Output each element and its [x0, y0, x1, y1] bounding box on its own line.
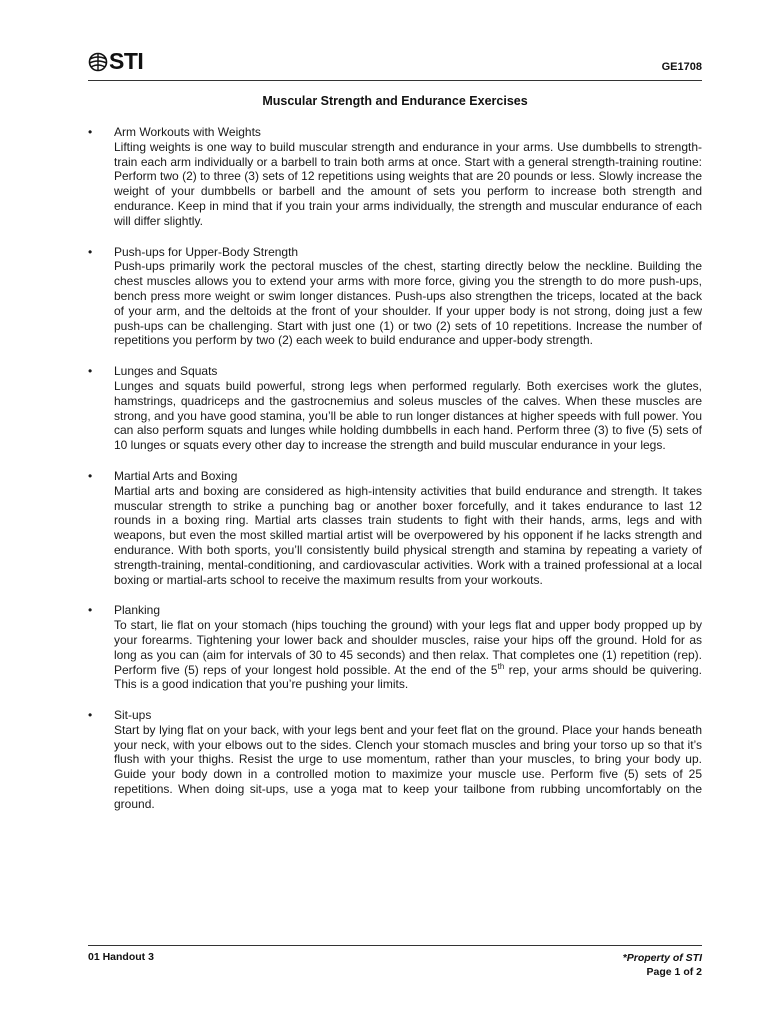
section-title: Push-ups for Upper-Body Strength: [114, 244, 299, 259]
bullet: •: [88, 708, 93, 723]
section-body: Lunges and squats build powerful, strong legs when performed regularly. Both exercises work the glutes, hamstrings, quadriceps and the gastrocnemius and soleus muscles of the calves. When these muscles are strong, and you have good stamina, you’ll be able to run longer distances at higher speeds with full power. You can also perform squats and lunges while holding dumbbells in each hand. Perform three (3) to five (5) sets of 10 lunges or squats every other day to increase the strength and build muscular endurance in your legs.: [114, 378, 702, 453]
section-body: [114, 618, 702, 692]
logo-text: STI: [109, 48, 144, 74]
section-title: Sit-ups: [114, 708, 152, 723]
bullet: •: [88, 468, 93, 483]
section-title: Arm Workouts with Weights: [114, 125, 261, 139]
section-body: Lifting weights is one way to build muscular strength and endurance in your arms. Use dumbbells to strength-train each arm individually or a barbell to train both arms at once. Start with a general strength-training routine: Perform two (2) to three (3) sets of 12 repetitions using weights that are 20 pounds or less. Slowly increase the weight of your dumbbells or barbell and the amount of sets you perform to increase both strength and endurance. Keep in mind that if you train your arms individually, the strength and muscular endurance of each will differ slightly.: [114, 139, 702, 228]
section-title: Martial Arts and Boxing: [114, 468, 238, 483]
section-body: Start by lying flat on your back, with your legs bent and your feet flat on the ground. Place your hands beneath your neck, with your elbows out to the sides. Clench your stomach muscles and bring your torso up so that it’s flush with your thighs. Resist the urge to use momentum, rather than your muscles, to bring your body up. Guide your body down in a controlled motion to maximize your muscle use. Perform five (5) sets of 25 repetitions. When doing sit-ups, use a yoga mat to keep your tailbone from rubbing uncomfortably on the ground.: [114, 722, 702, 811]
section-body: Push-ups primarily work the pectoral muscles of the chest, starting directly below the neckline. Building the chest muscles allows you to extend your arms with more force, giving you the strength to do more push-ups, bench press more weight or swim longer distances. Push-ups also strengthen the triceps, located at the back of your arm, and the deltoids at the front of your shoulder. If your upper body is not strong, doing just a few push-ups can be challenging. Start with just one (1) or two (2) sets of 10 repetitions. Increase the number of repetitions you perform by two (2) each week to build endurance and upper-body strength.: [114, 259, 702, 348]
body-text-before: To start, lie flat on your stomach (hips touching the ground) with your legs flat and upper body propped up by your forearms. Tightening your lower back and shoulder muscles, raise your hips off the ground. Hold for as long as you can (aim for intervals of 30 to 45 seconds) and then relax. That completes one (1) repetition (rep). Perform five (5) reps of your longest hold possible. At the end of the 5: [114, 618, 702, 677]
footer-divider: [88, 945, 702, 946]
body-text-after: rep, your arms should be quivering. This is a good indication that you’re pushing your limits.: [114, 662, 703, 692]
page-header: [88, 44, 702, 80]
bullet: •: [88, 364, 93, 379]
sti-logo: [88, 48, 143, 75]
header-divider: [88, 80, 702, 81]
section-planking: [88, 603, 702, 692]
section-push-ups: [88, 245, 702, 349]
ordinal-suffix: th: [497, 661, 505, 671]
section-title: Lunges and Squats: [114, 364, 218, 379]
section-lunges-squats: [88, 364, 702, 453]
bullet: •: [88, 244, 93, 259]
exercise-list: [88, 125, 702, 828]
section-arm-workouts: [88, 125, 702, 229]
section-sit-ups: [88, 708, 702, 812]
page-number: Page 1 of 2: [646, 966, 702, 978]
document-code: GE1708: [661, 61, 702, 73]
document-title: Muscular Strength and Endurance Exercises: [262, 94, 528, 108]
property-notice: *Property of STI: [622, 952, 702, 964]
footer-right: [623, 951, 702, 979]
section-body: Martial arts and boxing are considered as high-intensity activities that build endurance and strength. It takes muscular strength to strike a punching bag or another boxer forcefully, and it takes endurance to last 12 rounds in a boxing ring. Martial arts classes train students to fight with their hands, arms, legs and with weapons, but even the most skilled martial artist will be overpowered by his opponent if he lacks strength and endurance. With both sports, you’ll consistently build physical strength and stamina by repeating a variety of strength-training, mental-conditioning, and cardiovascular activities. Work with a trained professional at a local boxing or martial-arts school to receive the maximum results from your workouts.: [114, 483, 702, 587]
section-title: Planking: [114, 603, 161, 618]
sti-logo-icon: [88, 51, 108, 73]
bullet: •: [88, 603, 93, 618]
section-martial-arts: [88, 469, 702, 587]
bullet: •: [88, 125, 93, 139]
handout-label: 01 Handout 3: [88, 951, 154, 963]
